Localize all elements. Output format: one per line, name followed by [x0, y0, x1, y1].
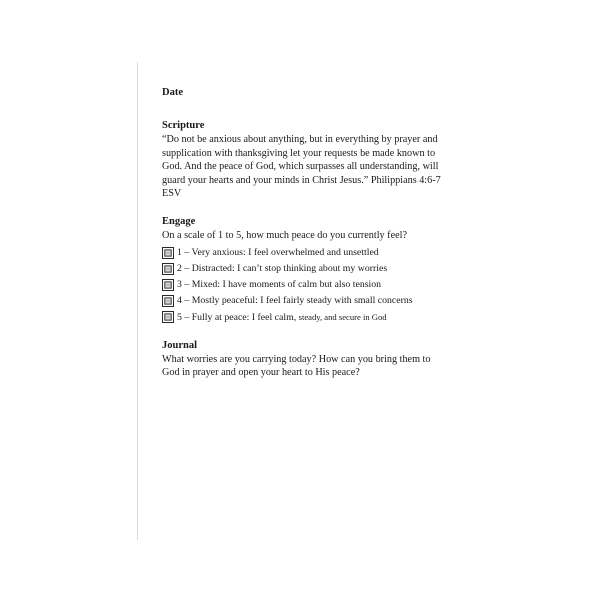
engage-heading: Engage: [162, 215, 196, 227]
option-3[interactable]: [162, 277, 442, 293]
page-edge-divider: [137, 62, 138, 540]
checkbox-4[interactable]: [162, 295, 174, 307]
journal-heading: Journal: [162, 339, 198, 351]
scripture-heading: Scripture: [162, 120, 205, 131]
option-2[interactable]: [162, 261, 442, 277]
journal-page: [162, 86, 442, 393]
journal-section: [162, 339, 442, 380]
option-3-label: 3 – Mixed: I have moments of calm but also tension: [177, 279, 382, 291]
engage-prompt: On a scale of 1 to 5, how much peace do you currently feel?: [162, 229, 407, 241]
option-4-label: 4 – Mostly peaceful: I feel fairly steady with small concerns: [177, 295, 413, 307]
option-5-label-main: 5 – Fully at peace: I feel calm,: [177, 311, 297, 323]
option-1-label: 1 – Very anxious: I feel overwhelmed and unsettled: [177, 246, 379, 258]
journal-prompt: What worries are you carrying today? How can you bring them to God in prayer and open your heart to His peace?: [162, 353, 431, 379]
checkbox-2[interactable]: [162, 263, 174, 275]
option-5-label-small: steady, and secure in God: [298, 311, 387, 322]
date-heading: Date: [162, 87, 183, 98]
checkbox-1[interactable]: [162, 247, 174, 259]
engage-section: [162, 215, 442, 326]
peace-scale-options: [162, 245, 442, 326]
option-2-label: 2 – Distracted: I can’t stop thinking about my worries: [177, 262, 388, 274]
scripture-section: [162, 119, 442, 201]
option-4[interactable]: [162, 293, 442, 309]
scripture-text: “Do not be anxious about anything, but in everything by prayer and supplication with thanksgiving let your requests be made known to God. And the peace of God, which surpasses all understanding, will guard your hearts and your minds in Christ Jesus.” Philippians 4:6-7 ESV: [162, 134, 441, 200]
checkbox-5[interactable]: [162, 311, 174, 323]
option-1[interactable]: [162, 245, 442, 261]
checkbox-3[interactable]: [162, 279, 174, 291]
option-5[interactable]: [162, 309, 442, 325]
option-5-label: [177, 309, 387, 326]
